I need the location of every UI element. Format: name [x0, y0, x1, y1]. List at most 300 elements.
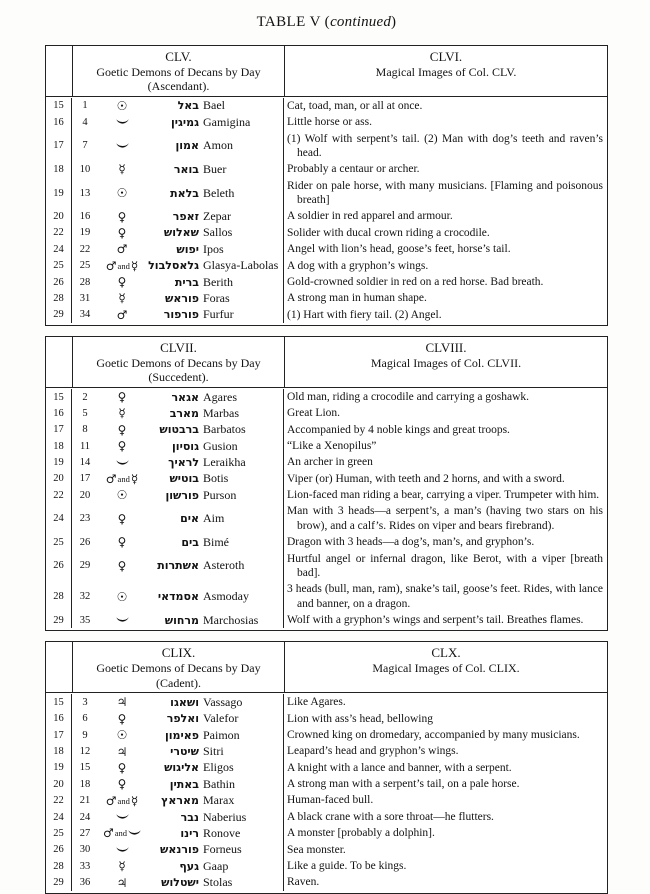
demon-cell — [72, 225, 284, 241]
decan-number: 21 — [79, 795, 91, 807]
hebrew-name: בוטיש — [169, 472, 199, 486]
decan-number: 16 — [79, 211, 91, 223]
decan-number: 22 — [79, 243, 91, 255]
demon-name: Gaap — [203, 858, 229, 873]
hebrew-name: ואלפר — [166, 712, 199, 726]
magical-image-description: A knight with a lance and banner, with a serpent. — [287, 761, 512, 774]
magical-image-description: Rider on pale horse, with many musicians. [Flaming and poisonous breath] — [287, 179, 603, 207]
demon-cell — [72, 809, 284, 825]
demon-cell — [72, 792, 284, 808]
demon-cell — [72, 131, 284, 162]
table-row — [46, 454, 607, 470]
magical-image-description: Angel with lion’s head, goose’s feet, horse’s tail. — [287, 243, 511, 256]
demon-name: Ipos — [203, 241, 224, 256]
hebrew-name: מאראץ — [161, 794, 199, 808]
decan-number: 25 — [79, 260, 91, 272]
magical-image-description: Accompanied by 4 noble kings and great troops. — [287, 423, 510, 436]
decan-number: 23 — [79, 513, 91, 525]
planet-symbol — [98, 227, 146, 239]
decan-number: 20 — [79, 489, 91, 501]
hebrew-name: געף — [179, 859, 199, 873]
row-number-header — [46, 642, 73, 692]
demon-cell — [72, 694, 284, 710]
planet-symbol — [98, 391, 146, 403]
demon-cell — [72, 241, 284, 257]
demon-cell — [72, 258, 284, 274]
decan-number: 31 — [79, 292, 91, 304]
moon-icon — [116, 613, 129, 627]
demon-name: Stolas — [203, 875, 233, 890]
decan-number: 2 — [82, 391, 88, 403]
table-row — [46, 98, 607, 114]
demon-name: Berith — [203, 274, 233, 289]
planet-symbol — [98, 140, 146, 152]
sun-icon: ☉ — [116, 728, 128, 743]
demon-name: Furfur — [203, 307, 234, 322]
magical-image-description: Leapard’s head and gryphon’s wings. — [287, 745, 459, 758]
jupiter-icon: ♃ — [116, 875, 128, 890]
decan-number: 30 — [79, 844, 91, 856]
table-row — [46, 776, 607, 792]
left-column-header — [73, 46, 285, 96]
magical-image-description: Solider with ducal crown riding a crocodile. — [287, 226, 490, 239]
moon-icon — [128, 826, 141, 840]
planet-symbol — [98, 457, 146, 469]
demon-cell — [72, 825, 284, 841]
decan-number: 18 — [79, 778, 91, 790]
hebrew-name: רינו — [180, 826, 199, 840]
row-number: 15 — [46, 389, 72, 405]
hebrew-name: שאלוש — [163, 226, 199, 240]
decan-number: 4 — [82, 116, 88, 128]
table-row — [46, 241, 607, 257]
hebrew-name: ישטלוש — [161, 876, 199, 890]
demon-name: Vassago — [203, 694, 243, 709]
right-title: CLVI. — [429, 49, 463, 64]
row-number: 15 — [46, 98, 72, 114]
decan-number: 15 — [79, 762, 91, 774]
planet-symbol — [98, 489, 146, 501]
demon-cell — [72, 776, 284, 792]
demon-cell — [72, 405, 284, 421]
demon-name: Agares — [203, 389, 237, 404]
and-label: and — [117, 473, 130, 484]
row-number: 22 — [46, 487, 72, 503]
row-number: 29 — [46, 307, 72, 323]
planet-symbol — [98, 276, 146, 288]
hebrew-name: שיטרי — [170, 745, 199, 759]
table-row — [46, 711, 607, 727]
left-title: CLV. — [165, 49, 192, 64]
planet-symbol — [98, 591, 146, 603]
magical-image-description: 3 heads (bull, man, ram), snake’s tail, goose’s feet. Rides, with lance and banner, on a dragon. — [287, 583, 603, 610]
table-row — [46, 405, 607, 421]
planet-symbol — [98, 844, 146, 856]
decan-number: 28 — [79, 276, 91, 288]
row-number: 20 — [46, 471, 72, 487]
row-number: 24 — [46, 241, 72, 257]
table-row — [46, 487, 607, 503]
decan-number: 6 — [82, 713, 88, 725]
demon-name: Bathin — [203, 776, 235, 791]
mercury-icon: ☿ — [130, 471, 139, 486]
decan-number: 14 — [79, 457, 91, 468]
planet-symbol — [98, 309, 146, 321]
table-row — [46, 825, 607, 841]
table-row — [46, 225, 607, 241]
demon-cell — [72, 422, 284, 438]
magical-image-description: Crowned king on dromedary, accompanied by many musicians. — [287, 728, 580, 741]
hebrew-name: מארב — [169, 406, 199, 420]
planet-symbol — [98, 860, 146, 872]
table-row — [46, 874, 607, 890]
row-number: 18 — [46, 161, 72, 177]
mars-icon: ♂ — [116, 242, 128, 257]
magical-image-description: Lion-faced man riding a bear, carrying a viper. Trumpeter with him. — [287, 489, 600, 502]
table-header — [46, 337, 607, 388]
row-number: 16 — [46, 114, 72, 130]
row-number: 17 — [46, 422, 72, 438]
mercury-icon: ☿ — [130, 793, 139, 808]
sun-icon: ☉ — [116, 488, 128, 503]
planet-symbol — [98, 778, 146, 790]
demon-name: Zepar — [203, 209, 231, 224]
table-row — [46, 131, 607, 162]
table-body — [46, 97, 607, 325]
demon-cell — [72, 534, 284, 550]
moon-icon — [116, 456, 129, 470]
decan-number: 7 — [82, 140, 88, 152]
decan-number: 8 — [82, 424, 88, 436]
row-number: 26 — [46, 274, 72, 290]
hebrew-name: פורשון — [165, 488, 199, 502]
row-number: 26 — [46, 842, 72, 858]
demon-cell — [72, 858, 284, 874]
decan-number: 29 — [79, 560, 91, 572]
table-row — [46, 842, 607, 858]
hebrew-name: אמון — [175, 139, 199, 153]
right-column-header — [285, 46, 607, 96]
row-number: 22 — [46, 792, 72, 808]
decan-number: 12 — [79, 746, 91, 758]
planet-symbol — [98, 614, 146, 626]
decan-number: 33 — [79, 860, 91, 872]
mercury-icon: ☿ — [118, 859, 126, 874]
planet-symbol — [98, 292, 146, 304]
magical-image-description: Wolf with a gryphon’s wings and serpent’s tail. Breathes flames. — [287, 614, 584, 627]
magical-image-description: A dog with a gryphon’s wings. — [287, 259, 429, 272]
demon-cell — [72, 114, 284, 130]
table-row — [46, 389, 607, 405]
demon-cell — [72, 161, 284, 177]
magical-image-description: A monster [probably a dolphin]. — [287, 827, 435, 840]
and-label: and — [117, 260, 130, 271]
moon-icon — [116, 810, 129, 824]
demon-name: Gusion — [203, 438, 238, 453]
row-number: 16 — [46, 405, 72, 421]
planet-symbol — [98, 713, 146, 725]
row-number: 26 — [46, 551, 72, 582]
decan-number: 19 — [79, 227, 91, 239]
magical-image-description: Sea monster. — [287, 843, 346, 856]
decan-number: 35 — [79, 614, 91, 626]
planet-symbol — [98, 877, 146, 889]
table-row — [46, 307, 607, 323]
table-row — [46, 809, 607, 825]
magical-image-description: A black crane with a sore throat—he flutters. — [287, 810, 494, 823]
mars-icon: ♂ — [105, 793, 117, 808]
demon-cell — [72, 551, 284, 582]
decan-number: 36 — [79, 877, 91, 889]
table-row — [46, 581, 607, 612]
mars-icon: ♂ — [116, 307, 128, 322]
magical-image-description: An archer in green — [287, 456, 373, 469]
planet-symbol — [98, 407, 146, 419]
row-number: 19 — [46, 178, 72, 209]
demon-name: Foras — [203, 290, 230, 305]
left-title: CLVII. — [160, 340, 197, 356]
right-title: CLX. — [431, 645, 461, 661]
table-row — [46, 258, 607, 274]
table-row — [46, 551, 607, 582]
table-row — [46, 208, 607, 224]
mercury-icon: ☿ — [118, 291, 126, 306]
table-row — [46, 114, 607, 130]
mars-icon: ♂ — [105, 471, 117, 486]
hebrew-name: גמיגין — [170, 115, 199, 129]
table-row — [46, 503, 607, 534]
venus-icon: ♀ — [117, 422, 127, 437]
demon-name: Marchosias — [203, 612, 259, 627]
hebrew-name: באל — [177, 99, 199, 113]
planet-symbol — [98, 696, 146, 708]
decan-number: 34 — [79, 309, 91, 321]
magical-image-description: Raven. — [287, 876, 320, 889]
moon-icon — [116, 139, 129, 153]
sun-icon: ☉ — [116, 98, 128, 113]
left-subtitle: Goetic Demons of Decans by Day (Cadent). — [96, 661, 261, 690]
decan-number: 9 — [82, 729, 88, 741]
planet-symbol — [98, 762, 146, 774]
hebrew-name: מרחוש — [164, 613, 199, 627]
planet-symbol — [98, 116, 146, 128]
decan-number: 32 — [79, 591, 91, 603]
hebrew-name: לראיך — [168, 456, 199, 469]
row-number-header — [46, 337, 73, 387]
table-row — [46, 290, 607, 306]
right-subtitle: Magical Images of Col. CLVII. — [370, 356, 522, 371]
demon-name: Sallos — [203, 225, 233, 240]
demon-name: Sitri — [203, 744, 224, 759]
venus-icon: ♀ — [117, 558, 127, 573]
table-row — [46, 274, 607, 290]
magical-image-description: Human-faced bull. — [287, 794, 374, 807]
magical-image-description: Man with 3 heads—a serpent’s, a man’s (having two stars on his brow), and a calf’s. Rides on viper and bears firebrand). — [287, 505, 603, 532]
table-row — [46, 612, 607, 628]
hebrew-name: אים — [180, 512, 199, 526]
demon-cell — [72, 98, 284, 114]
hebrew-name: פוראש — [165, 291, 199, 305]
venus-icon: ♀ — [117, 390, 127, 404]
table-row — [46, 727, 607, 743]
planet-symbol — [98, 473, 146, 485]
planet-symbol — [98, 100, 146, 112]
table-row — [46, 858, 607, 874]
venus-icon: ♀ — [117, 535, 127, 550]
row-number: 25 — [46, 534, 72, 550]
planet-symbol — [98, 260, 146, 272]
planet-symbol — [98, 211, 146, 223]
hebrew-name: יפוש — [176, 242, 199, 256]
magical-image-description: Like a guide. To be kings. — [287, 859, 407, 872]
page-title-italic: continued — [330, 14, 392, 30]
magical-image-description: Cat, toad, man, or all at once. — [287, 99, 423, 112]
decan-number: 24 — [79, 811, 91, 823]
demon-name: Gamigina — [203, 114, 251, 129]
left-subtitle: Goetic Demons of Decans by Day (Ascendant). — [96, 65, 261, 94]
table-row — [46, 471, 607, 487]
demon-cell — [72, 389, 284, 405]
demon-name: Aim — [203, 511, 225, 526]
row-number: 19 — [46, 760, 72, 776]
venus-icon: ♀ — [117, 209, 127, 224]
table-row — [46, 743, 607, 759]
magical-image-description: A strong man with a serpent’s tail, on a pale horse. — [287, 778, 520, 791]
hebrew-name: בים — [181, 535, 199, 549]
right-subtitle: Magical Images of Col. CLV. — [375, 65, 517, 79]
magical-image-description: Lion with ass’s head, bellowing — [287, 712, 433, 725]
demon-name: Ronove — [203, 825, 241, 840]
mercury-icon: ☿ — [118, 162, 126, 177]
planet-symbol — [98, 560, 146, 572]
page-title — [45, 14, 608, 31]
magical-image-description: Gold-crowned soldier in red on a red horse. Bad breath. — [287, 275, 544, 288]
row-number: 25 — [46, 258, 72, 274]
hebrew-name: ושאגו — [170, 695, 199, 709]
demon-cell — [72, 581, 284, 612]
decan-number: 3 — [82, 696, 88, 708]
demon-name: Bael — [203, 98, 225, 113]
demon-cell — [72, 760, 284, 776]
mercury-icon: ☿ — [130, 258, 139, 273]
right-column-header — [285, 337, 607, 387]
row-number: 28 — [46, 290, 72, 306]
demon-name: Paimon — [203, 727, 240, 742]
hebrew-name: פורנאש — [160, 843, 199, 857]
hebrew-name: אשתרות — [157, 559, 199, 573]
table-row — [46, 760, 607, 776]
left-title: CLIX. — [161, 645, 196, 661]
demon-cell — [72, 274, 284, 290]
planet-symbol — [98, 536, 146, 548]
magical-image-description: (1) Wolf with serpent’s tail. (2) Man with dog’s teeth and raven’s head. — [287, 132, 603, 159]
row-number: 24 — [46, 503, 72, 534]
demon-name: Buer — [203, 161, 227, 176]
magical-image-description: Old man, riding a crocodile and carrying a goshawk. — [287, 390, 530, 403]
left-subtitle: Goetic Demons of Decans by Day (Succedent). — [96, 356, 261, 385]
table-clvii-clviii — [45, 336, 608, 631]
row-number: 18 — [46, 438, 72, 454]
venus-icon: ♀ — [117, 777, 127, 792]
hebrew-name: אסמדאי — [157, 590, 199, 604]
planet-symbol — [98, 795, 146, 807]
magical-image-description: (1) Hart with fiery tail. (2) Angel. — [287, 308, 442, 321]
magical-image-description: Dragon with 3 heads—a dog’s, man’s, and gryphon’s. — [287, 536, 535, 549]
mars-icon: ♂ — [105, 258, 117, 273]
decan-number: 11 — [79, 440, 91, 452]
demon-cell — [72, 438, 284, 454]
hebrew-name: גלאסלבול — [148, 259, 199, 273]
demon-name: Bimé — [203, 534, 229, 549]
table-row — [46, 178, 607, 209]
row-number: 18 — [46, 743, 72, 759]
right-subtitle: Magical Images of Col. CLIX. — [372, 661, 520, 676]
planet-symbol — [98, 187, 146, 199]
demon-cell — [72, 842, 284, 858]
hebrew-name: אליגוש — [164, 761, 199, 775]
and-label: and — [117, 795, 130, 806]
demon-cell — [72, 503, 284, 534]
row-number: 19 — [46, 454, 72, 470]
magical-image-description: Hurtful angel or infernal dragon, like Berot, with a viper [breath bad]. — [287, 552, 603, 579]
demon-cell — [72, 178, 284, 209]
row-number: 25 — [46, 825, 72, 841]
demon-name: Leraikha — [203, 455, 246, 469]
venus-icon: ♀ — [117, 439, 127, 454]
demon-cell — [72, 290, 284, 306]
mars-icon: ♂ — [102, 826, 114, 841]
table-row — [46, 792, 607, 808]
table-body — [46, 693, 607, 893]
planet-symbol — [98, 243, 146, 255]
jupiter-icon: ♃ — [116, 744, 128, 759]
planet-symbol — [98, 827, 146, 839]
right-title: CLVIII. — [425, 340, 467, 356]
demon-name: Botis — [203, 471, 229, 486]
row-number: 29 — [46, 612, 72, 628]
venus-icon: ♀ — [117, 511, 127, 526]
planet-symbol — [98, 513, 146, 525]
decan-number: 26 — [79, 536, 91, 548]
magical-image-description: Probably a centaur or archer. — [287, 163, 420, 176]
decan-number: 13 — [79, 187, 91, 199]
table-clix-clx — [45, 641, 608, 893]
left-column-header — [73, 642, 285, 692]
row-number: 15 — [46, 694, 72, 710]
row-number: 20 — [46, 208, 72, 224]
venus-icon: ♀ — [117, 275, 127, 290]
table-header — [46, 642, 607, 693]
hebrew-name: אגאר — [171, 390, 199, 404]
planet-symbol — [98, 746, 146, 758]
demon-cell — [72, 874, 284, 890]
planet-symbol — [98, 424, 146, 436]
hebrew-name: זאפר — [172, 210, 199, 224]
table-row — [46, 534, 607, 550]
and-label: and — [114, 828, 128, 839]
demon-name: Amon — [203, 138, 233, 153]
table-row — [46, 161, 607, 177]
decan-number: 27 — [79, 827, 91, 839]
hebrew-name: בואר — [173, 162, 199, 176]
magical-image-description: A soldier in red apparel and armour. — [287, 210, 453, 223]
demon-name: Glasya-Labolas — [203, 258, 279, 273]
demon-cell — [72, 307, 284, 323]
demon-name: Asmoday — [203, 589, 249, 604]
venus-icon: ♀ — [117, 711, 127, 726]
hebrew-name: נבר — [180, 810, 199, 824]
demon-name: Forneus — [203, 842, 242, 857]
